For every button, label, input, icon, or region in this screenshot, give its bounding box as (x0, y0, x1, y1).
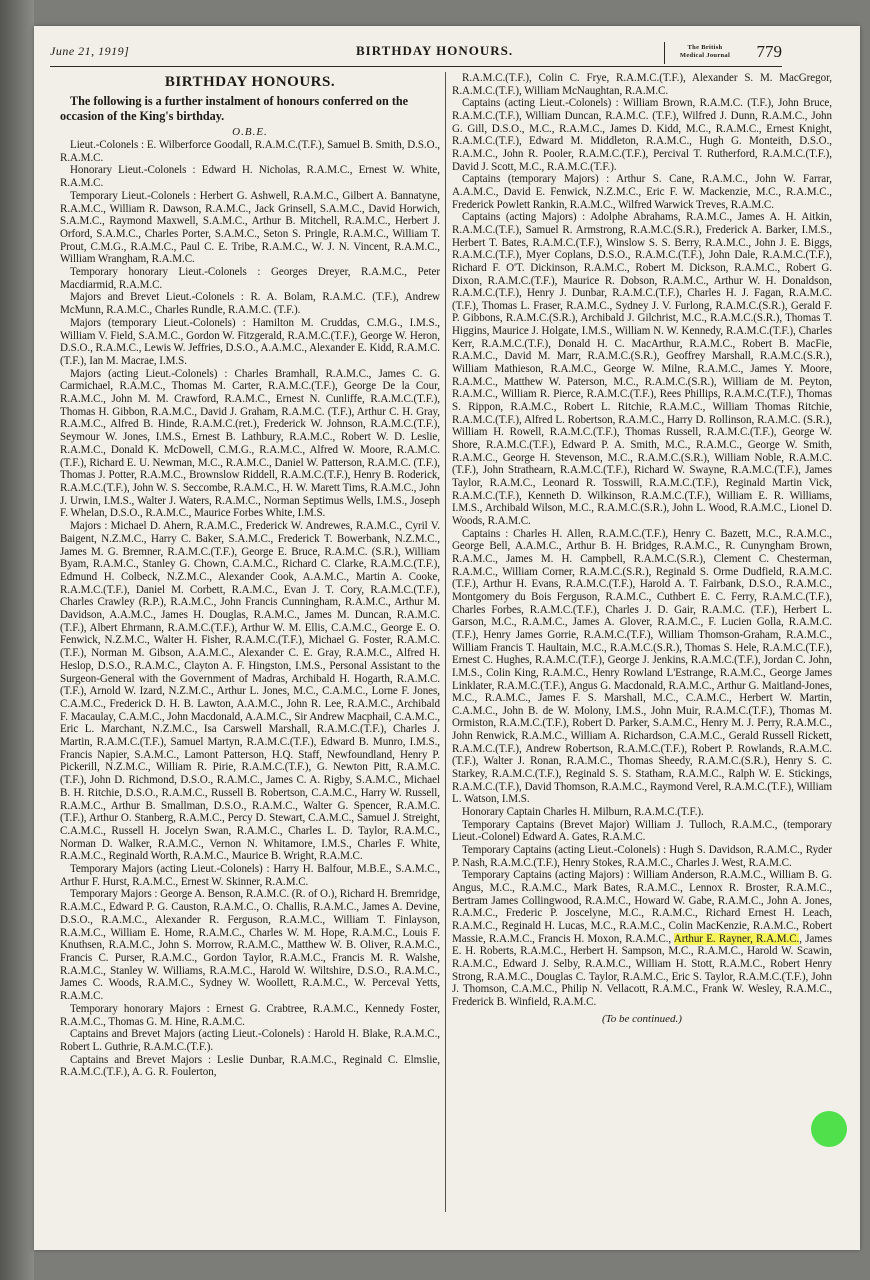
honours-paragraph: Majors (acting Lieut.-Colonels) : Charles Bramhall, R.A.M.C., James C. G. Carmichael, R.A.M.C., Thomas M. Carter, R.A.M.C.(T.F.), George De la Cour, R.A.M.C., John M. M. Crawford, R.A.M.C., Ernest N. Cunliffe, R.A.M.C.(T.F.), Thomas H. Gibbon, R.A.M.C., David J. Graham, R.A.M.C. (T.F.), Arthur C. H. Gray, R.A.M.C., Alfred B. Hinde, R.A.M.C.(ret.), Frederick W. Johnson, R.A.M.C.(T.F.), Seymour W. Jones, I.M.S., Ernest B. Lathbury, R.A.M.C., Robert W. D. Leslie, R.A.M.C., Donald K. McDowell, C.M.G., R.A.M.C., Alfred W. Moore, R.A.M.C.(T.F.), Richard E. U. Newman, M.C., R.A.M.C., Daniel W. Patterson, R.A.M.C. (T.F.), Thomas J. Potter, R.A.M.C., Brownslow Riddell, R.A.M.C.(T.F.), Henry B. Roderick, R.A.M.C.(T.F.), John W. S. Seccombe, R.A.M.C., H. W. Marett Tims, R.A.M.C., John J. Urwin, I.M.S., Walter J. Waters, R.A.M.C., Norman Septimus Wells, I.M.S., Joseph F. Whelan, D.S.O., R.A.M.C., Maurice Forbes White, I.M.S. (60, 367, 440, 520)
honours-paragraph: Temporary honorary Majors : Ernest G. Crabtree, R.A.M.C., Kennedy Foster, R.A.M.C., Thomas G. M. Hine, R.A.M.C. (60, 1002, 440, 1028)
journal-name (664, 42, 745, 64)
honours-paragraph: Temporary Lieut.-Colonels : Herbert G. Ashwell, R.A.M.C., Gilbert A. Bannatyne, R.A.M.C., William R. Dawson, R.A.M.C., Jack Grinsell, S.A.M.C., David Horwich, S.A.M.C., Raymond Maxwell, S.A.M.C., Arthur B. Mitchell, R.A.M.C., Herbert J. Orford, S.A.M.C., Charles Porter, S.A.M.C., Seton S. Pringle, R.A.M.C., William T. Prout, C.M.G., R.A.M.C., Paul C. E. Tribe, R.A.M.C., W. J. N. Vincent, R.A.M.C., William Wrangham, R.A.M.C. (60, 189, 440, 266)
honours-paragraph: Captains (acting Majors) : Adolphe Abrahams, R.A.M.C., James A. H. Aitkin, R.A.M.C.(T.F.), Samuel R. Armstrong, R.A.M.C.(S.R.), Frederick A. Barker, I.M.S., Herbert T. Bates, R.A.M.C.(T.F.), Winslow S. S. Berry, R.A.M.C., John J. E. Biggs, R.A.M.C.(T.F.), Myer Coplans, D.S.O., R.A.M.C.(T.F.), John Dale, R.A.M.C.(T.F.), Richard F. O'T. Dickinson, R.A.M.C., Robert M. Dickson, R.A.M.C., Robert G. Dixon, R.A.M.C.(T.F.), Maurice R. Dobson, R.A.M.C., Arthur W. H. Donaldson, R.A.M.C.(T.F.), Henry J. Dunbar, R.A.M.C.(T.F.), Charles H. J. Fagan, R.A.M.C.(T.F.), Thomas L. Fraser, R.A.M.C., Sydney J. V. Furlong, R.A.M.C.(S.R.), Gerald F. P. Gibbons, R.A.M.C.(S.R.), Archibald J. Gilchrist, M.C., R.A.M.C.(S.R.), Thomas T. Higgins, Maurice J. Holgate, I.M.S., William N. W. Kennedy, R.A.M.C.(T.F.), Charles Kerr, R.A.M.C.(T.F.), Donald H. C. MacArthur, R.A.M.C., Robert B. MacFie, R.A.M.C., David M. Marr, R.A.M.C.(S.R.), Geoffrey Marshall, R.A.M.C.(S.R.), William Mathieson, R.A.M.C., George W. Milne, R.A.M.C., James Y. Moore, R.A.M.C., Matthew W. Paterson, M.C., R.A.M.C.(S.R.), William de M. Peyton, R.A.M.C., William R. Pierce, R.A.M.C.(T.F.), Rees Phillips, R.A.M.C.(T.F.), Thomas S. Rippon, R.A.M.C., Robert L. Ritchie, R.A.M.C., William Thomas Ritchie, R.A.M.C.(T.F.), Alfred L. Robertson, R.A.M.C., Harry D. Rollinson, R.A.M.C. (S.R.), William H. Rowell, R.A.M.C.(T.F.), Thomas Russell, R.A.M.C.(T.F.), George W. Shore, R.A.M.C.(T.F.), Edward P. A. Smith, M.C., R.A.M.C., George W. Smith, R.A.M.C., George H. Stevenson, M.C., R.A.M.C.(S.R.), William Noble, R.A.M.C. (T.F.), John Strathearn, R.A.M.C.(T.F.), Richard W. Swayne, R.A.M.C.(T.F.), James Taylor, R.A.M.C., Leonard R. Tosswill, R.A.M.C.(T.F.), Reginald Martin Vick, R.A.M.C.(T.F.), Kenneth D. Wilkinson, R.A.M.C.(T.F.), William E. R. Williams, I.M.S., Archibald Wilson, M.C., R.A.M.C.(S.R.), John L. Wood, R.A.M.C., Lionel D. Woods, R.A.M.C. (452, 211, 832, 527)
article-intro: The following is a further instalment of honours conferred on the occasion of the King's birthday. (60, 94, 409, 123)
honours-paragraph: Honorary Lieut.-Colonels : Edward H. Nicholas, R.A.M.C., Ernest W. White, R.A.M.C. (60, 164, 440, 190)
left-column (60, 72, 440, 1222)
running-title: BIRTHDAY HONOURS. (356, 43, 514, 58)
honours-paragraph: Captains and Brevet Majors : Leslie Dunbar, R.A.M.C., Reginald C. Elmslie, R.A.M.C.(T.F.), A. G. R. Foulerton, (60, 1053, 440, 1079)
page-number: 779 (756, 42, 782, 61)
honours-paragraph: Temporary Majors : George A. Benson, R.A.M.C. (R. of O.), Richard H. Bremridge, R.A.M.C., Edward P. G. Causton, R.A.M.C., O. Challis, R.A.M.C., James A. Devine, D.S.O., R.A.M.C., Alexander R. Ferguson, R.A.M.C., William T. Finlayson, R.A.M.C., William E. Home, R.A.M.C., Charles W. M. Hope, R.A.M.C., Louis F. Knuthsen, R.A.M.C., John S. Morrow, R.A.M.C., Matthew W. B. Oliver, R.A.M.C., Francis C. Purser, R.A.M.C., Gordon Taylor, R.A.M.C., Francis M. R. Walshe, R.A.M.C., Stanley W. Williams, R.A.M.C., Harold W. Wiltshire, D.S.O., R.A.M.C., James C. Woods, R.A.M.C., Sydney W. Woollett, R.A.M.C., W. Perceval Yetts, R.A.M.C. (60, 888, 440, 1003)
order-heading-obe: O.B.E. (232, 126, 268, 138)
honours-paragraph: R.A.M.C.(T.F.), Colin C. Frye, R.A.M.C.(T.F.), Alexander S. M. MacGregor, R.A.M.C.(T.F.), William McNaughtan, R.A.M.C. (452, 72, 832, 97)
honours-paragraph: Honorary Captain Charles H. Milburn, R.A.M.C.(T.F.). (462, 806, 704, 819)
honours-paragraph: Captains (acting Lieut.-Colonels) : William Brown, R.A.M.C. (T.F.), John Bruce, R.A.M.C.(T.F.), William Duncan, R.A.M.C. (T.F.), Wilfred J. Dunn, R.A.M.C., John G. Gill, D.S.O., M.C., R.A.M.C., James D. Kidd, M.C., R.A.M.C., Ernest Knight, R.A.M.C.(T.F.), Edward M. Middleton, R.A.M.C., Hugh G. Monteith, D.S.O., R.A.M.C., John R. Pooler, R.A.M.C.(T.F.), Percival T. Rutherford, R.A.M.C.(T.F.), David J. Scott, M.C., R.A.M.C.(T.F.). (452, 97, 832, 173)
column-divider (445, 72, 446, 1212)
honours-paragraph: Temporary Majors (acting Lieut.-Colonels) : Harry H. Balfour, M.B.E., S.A.M.C., Arthur F. Hurst, R.A.M.C., Ernest W. Skinner, R.A.M.C. (60, 863, 440, 888)
left-paragraph-list (60, 139, 440, 1079)
issue-date: June 21, 1919] (50, 44, 130, 58)
honours-paragraph: Temporary Captains (acting Lieut.-Colonels) : Hugh S. Davidson, R.A.M.C., Ryder P. Nash, R.A.M.C.(T.F.), Henry Stokes, R.A.M.C., Charles J. West, R.A.M.C. (452, 844, 832, 869)
honours-paragraph: Majors (temporary Lieut.-Colonels) : Hamilton M. Cruddas, C.M.G., I.M.S., William V. Field, S.A.M.C., Gordon W. Fitzgerald, R.A.M.C.(T.F.), George W. Heron, D.S.O., R.A.M.C., Lewis W. Jeffries, D.S.O., A.A.M.C., Alexander E. Kidd, R.A.M.C.(T.F.), Ian M. Macrae, I.M.S. (60, 316, 440, 367)
article-heading: BIRTHDAY HONOURS. (164, 74, 336, 90)
journal-name-line1: The British (687, 44, 723, 51)
honours-paragraph: Temporary Captains (Brevet Major) William J. Tulloch, R.A.M.C., (temporary Lieut.-Colonel) Edward A. Gates, R.A.M.C. (452, 818, 832, 844)
green-dot-marker (811, 1111, 847, 1147)
honours-paragraph (452, 869, 832, 1008)
honours-paragraph: Captains (temporary Majors) : Arthur S. Cane, R.A.M.C., John W. Farrar, A.A.M.C., David E. Fenwick, N.Z.M.C., Eric F. W. Mackenzie, M.C., R.A.M.C., Frederick Powlett Rankin, R.A.M.C., Wilfred Warwick Treves, R.A.M.C. (452, 173, 832, 211)
honours-paragraph: Captains and Brevet Majors (acting Lieut.-Colonels) : Harold H. Blake, R.A.M.C., Robert L. Guthrie, R.A.M.C.(T.F.). (60, 1028, 440, 1053)
honours-paragraph: Lieut.-Colonels : E. Wilberforce Goodall, R.A.M.C.(T.F.), Samuel B. Smith, D.S.O., R.A.M.C. (60, 139, 440, 164)
right-column (452, 72, 832, 1222)
honours-paragraph: Majors : Michael D. Ahern, R.A.M.C., Frederick W. Andrewes, R.A.M.C., Cyril V. Baigent, N.Z.M.C., Harry C. Baker, S.A.M.C., Frederick T. Bowerbank, N.Z.M.C., James M. G. Bremner, R.A.M.C.(T.F.), George E. Bruce, R.A.M.C. (S.R.), William Byam, R.A.M.C., Stanley G. Chown, C.A.M.C., Richard C. Clarke, R.A.M.C.(T.F.), Edmund H. Colbeck, N.Z.M.C., Alexander Cook, A.A.M.C., Martin A. Cooke, R.A.M.C.(T.F.), Daniel M. Corbett, R.A.M.C., Evan J. T. Cory, R.A.M.C.(T.F.), Charles Crawley (R.P.), R.A.M.C., John Francis Cunningham, R.A.M.C., Arthur M. Davidson, A.A.M.C., James H. Douglas, R.A.M.C., James M. Duncan, R.A.M.C.(T.F.), Albert Ehrmann, R.A.M.C.(T.F.), Arthur W. M. Ellis, C.A.M.C., George E. O. Fenwick, N.Z.M.C., Walter H. Fisher, R.A.M.C.(T.F.), Michael G. Foster, R.A.M.C. (T.F.), Norman M. Gibson, A.A.M.C., Alexander C. E. Gray, R.A.M.C., Alfred H. Heslop, D.S.O., R.A.M.C., Clayton A. F. Hingston, I.M.S., Personal Assistant to the Surgeon-General with the Government of Madras, Archibald H. Hogarth, R.A.M.C.(T.F.), Arnold W. Izard, N.Z.M.C., Arthur L. Jones, M.C., C.A.M.C., Lorne F. Jones, C.A.M.C., Frederick D. H. B. Lawton, A.A.M.C., John R. Lee, R.A.M.C., Archibald F. Macaulay, C.A.M.C., John Macdonald, A.A.M.C., Sir Andrew Macphail, C.A.M.C., Eric L. Marchant, N.Z.M.C., Isa Carswell Marshall, R.A.M.C.(T.F.), Charles J. Martin, R.A.M.C.(T.F.), Samuel Martyn, R.A.M.C.(T.F.), Edward B. Munro, I.M.S., Francis Napier, S.A.M.C., Lamont Patterson, H.Q. Staff, Newfoundland, Henry P. Pickerill, N.Z.M.C., William R. Pirie, R.A.M.C.(T.F.), G. Newton Pitt, R.A.M.C.(T.F.), John D. Richmond, D.S.O., R.A.M.C., James C. A. Rigby, S.A.M.C., Michael B. H. Ritchie, D.S.O., R.A.M.C., Russell B. Robertson, C.A.M.C., Harry W. Russell, R.A.M.C., Arthur B. Smallman, D.S.O., R.A.M.C., Walter G. Spencer, R.A.M.C.(T.F.), Arthur O. Stanberg, R.A.M.C., Percy D. Stewart, C.A.M.C., Samuel J. Streight, C.A.M.C., Russell H. Jocelyn Swan, R.A.M.C., Charles L. D. Taylor, R.A.M.C., Norman D. Walker, R.A.M.C., Vernon N. Whitamore, I.M.S., Charles F. White, R.A.M.C., Reginald Worth, R.A.M.C., Maurice B. Wright, R.A.M.C. (60, 520, 440, 863)
running-head (50, 40, 782, 67)
book-gutter-shadow (0, 0, 34, 1280)
journal-name-line2: Medical Journal (679, 52, 731, 59)
paragraph-text-start: Temporary Captains (acting Majors) : William Anderson, R.A.M.C., William B. G. Angus, M.C., R.A.M.C., Mark Bates, R.A.M.C., Lennox R. Broster, R.A.M.C., Bertram James Collingwood, R.A.M.C., Howard W. Gabe, R.A.M.C., John A. Jones, R.A.M.C., Frederic P. Joscelyne, M.C., R.A.M.C., Richard Ernest H. Leach, R.A.M.C., Reginald H. Lucas, M.C., R.A.M.C., Colin MacKenzie, R.A.M.C., Robert Massie, R.A.M.C., Francis H. Moxon, R.A.M.C., (452, 869, 832, 945)
honours-paragraph: Majors and Brevet Lieut.-Colonels : R. A. Bolam, R.A.M.C. (T.F.), Andrew McMunn, R.A.M.C., Charles Rundle, R.A.M.C. (T.F.). (60, 291, 440, 317)
highlighted-name[interactable]: Arthur E. Rayner, R.A.M.C. (673, 932, 800, 945)
honours-paragraph: Temporary honorary Lieut.-Colonels : Georges Dreyer, R.A.M.C., Peter Macdiarmid, R.A.M.C. (60, 266, 440, 291)
right-paragraph-list (452, 72, 832, 869)
honours-paragraph: Captains : Charles H. Allen, R.A.M.C.(T.F.), Henry C. Bazett, M.C., R.A.M.C., George Bell, A.A.M.C., Arthur B. H. Bridges, R.A.M.C., R. Cunyngham Brown, R.A.M.C., James M. H. Campbell, R.A.M.C.(S.R.), Clement C. Chesterman, R.A.M.C., William Corner, R.A.M.C.(S.R.), Reginald S. Orme Dudfield, R.A.M.C.(T.F.), Arthur H. Evans, R.A.M.C.(T.F.), Harold A. T. Fairbank, D.S.O., R.A.M.C., Montgomery du Bois Ferguson, R.A.M.C., Cuthbert E. C. Ferry, R.A.M.C.(T.F.), Charles Forbes, R.A.M.C.(T.F.), Charles J. D. Gair, R.A.M.C. (T.F.), Herbert L. Garson, M.C., R.A.M.C., James A. Glover, R.A.M.C., F. Lucien Golla, R.A.M.C.(T.F.), Henry James Gorrie, R.A.M.C.(T.F.), William Thomson-Graham, R.A.M.C., William Francis T. Haultain, M.C., R.A.M.C.(S.R.), Thomas S. Hele, R.A.M.C.(T.F.), Ernest C. Hughes, R.A.M.C.(T.F.), George J. Jenkins, R.A.M.C.(T.F.), Jordan C. John, I.M.S., Colin King, R.A.M.C., Henry Rowland L'Estrange, R.A.M.C., George James Linklater, R.A.M.C.(T.F.), Angus G. Macdonald, R.A.M.C., Arthur G. Maitland-Jones, M.C., R.A.M.C., James F. S. Marshall, M.C., C.A.M.C., Herbert W. Martin, C.A.M.C., John B. de W. Molony, I.M.S., John Muir, R.A.M.C.(T.F.), Thomas M. Ormiston, R.A.M.C.(T.F.), Robert D. Parker, S.A.M.C., Henry M. J. Perry, R.A.M.C., John Renwick, R.A.M.C., William A. Richardson, C.A.M.C., Gerald Russell Rickett, R.A.M.C.(T.F.), Andrew Robertson, R.A.M.C.(T.F.), Robert P. Rowlands, R.A.M.C.(T.F.), Walter J. Ronan, R.A.M.C., Thomas Sheedy, R.A.M.C.(S.R.), Henry S. C. Starkey, R.A.M.C.(T.F.), Reginald S. S. Statham, R.A.M.C., Ralph W. E. Stickings, R.A.M.C.(T.F.), David Thomson, R.A.M.C., Raymond Verel, R.A.M.C.(T.F.), William L. Watson, I.M.S. (452, 527, 832, 806)
paragraph-text-end: , James E. H. Roberts, R.A.M.C., Herbert H. Sampson, M.C., R.A.M.C., Harold W. Scawin, R.A.M.C., Edward J. Selby, R.A.M.C., William H. Stott, R.A.M.C., Robert Henry Strong, R.A.M.C., Douglas C. Taylor, R.A.M.C., Eric S. Taylor, R.A.M.C.(T.F.), John J. Thomson, C.A.M.C., Philip N. Vellacott, R.A.M.C., Frank W. Wesley, R.A.M.C., Frederick B. Winfield, R.A.M.C. (452, 932, 832, 1008)
to-be-continued-note: (To be continued.) (602, 1012, 682, 1025)
